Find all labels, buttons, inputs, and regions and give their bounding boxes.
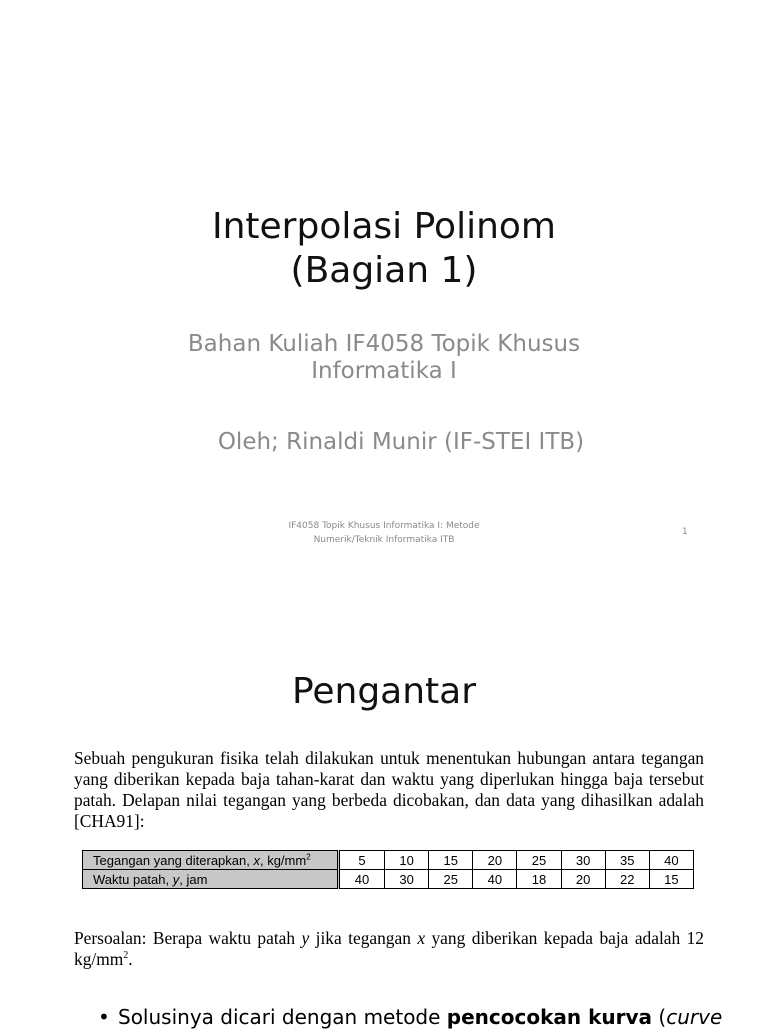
slide-footer <box>254 519 514 547</box>
table-row <box>83 870 694 889</box>
slide-title-pengantar: Pengantar <box>291 671 477 712</box>
title-line-2: (Bagian 1) <box>290 250 478 291</box>
table-cell: 30 <box>561 851 605 870</box>
table-cell: 30 <box>385 870 429 889</box>
footer-line-2: Numerik/Teknik Informatika ITB <box>313 535 455 545</box>
table-cell: 25 <box>429 870 473 889</box>
bullet-icon: • <box>98 1005 110 1029</box>
table-cell: 25 <box>517 851 561 870</box>
content-slide <box>0 576 768 1029</box>
table-cell: 15 <box>429 851 473 870</box>
table-cell: 20 <box>561 870 605 889</box>
author-line: Oleh; Rinaldi Munir (IF-STEI ITB) <box>217 429 585 455</box>
intro-paragraph: Sebuah pengukuran fisika telah dilakukan untuk menentukan hubungan antara tegangan yang diberikan kepada baja tahan-karat dan waktu yang diperlukan hingga baja tersebut patah. Delapan nilai tegangan yang berbeda dicobakan, dan data yang dihasilkan adalah [CHA91]: <box>74 748 704 831</box>
table-row <box>83 851 694 870</box>
subtitle-line-2: Informatika I <box>311 358 457 384</box>
table-cell: 40 <box>473 870 517 889</box>
slide-title <box>0 205 768 293</box>
data-table <box>82 850 694 889</box>
row-header-waktu: Waktu patah, y, jam <box>83 870 339 889</box>
table-cell: 15 <box>649 870 693 889</box>
problem-paragraph: Persoalan: Berapa waktu patah y jika tegangan x yang diberikan kepada baja adalah 12 $kg/mm^2$. <box>74 928 704 969</box>
table-cell: 40 <box>649 851 693 870</box>
footer-line-1: IF4058 Topik Khusus Informatika I: Metode <box>288 521 480 531</box>
table-cell: 18 <box>517 870 561 889</box>
table-cell: 40 <box>339 870 385 889</box>
table-cell: 20 <box>473 851 517 870</box>
bullet-item: • Solusinya dicari dengan metode pencocokan kurva (curve <box>98 1002 738 1032</box>
table-cell: 35 <box>605 851 649 870</box>
slide-subtitle <box>0 331 768 385</box>
subtitle-line-1: Bahan Kuliah IF4058 Topik Khusus <box>187 331 581 357</box>
table-cell: 22 <box>605 870 649 889</box>
table-cell: 10 <box>385 851 429 870</box>
row-header-tegangan: Tegangan yang diterapkan, x, $kg/mm^2$ <box>83 851 339 870</box>
title-line-1: Interpolasi Polinom <box>211 206 556 247</box>
page-number: 1 <box>682 527 688 537</box>
table-cell: 5 <box>339 851 385 870</box>
